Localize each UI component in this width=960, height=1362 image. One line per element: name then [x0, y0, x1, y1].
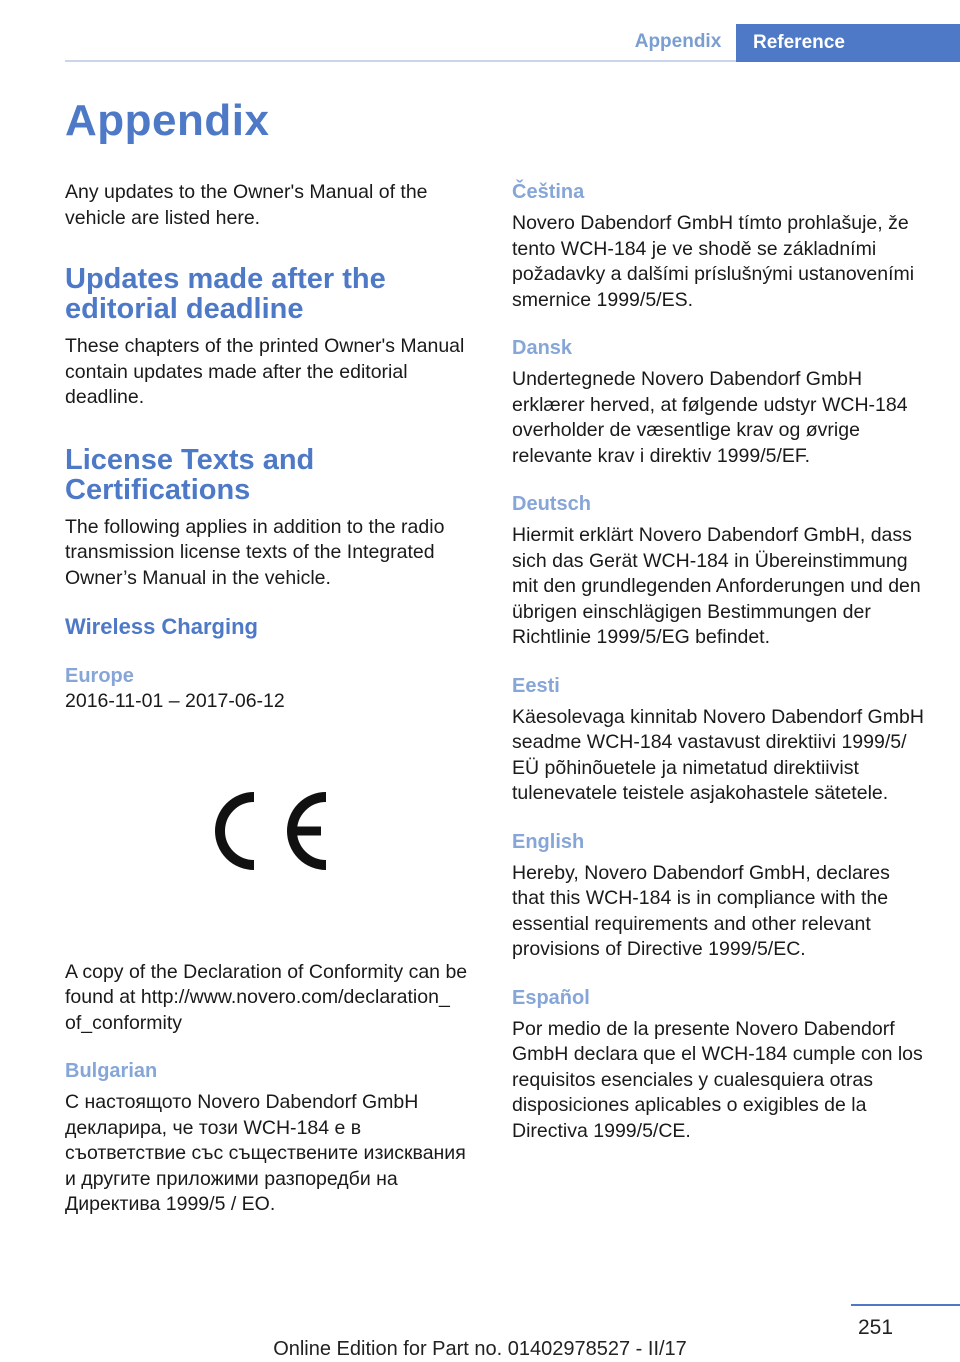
bulgarian-text: С настоящото Novero Dabendorf GmbH декларира, че този WCH-184 е в съответствие със съществените изисквания и другите приложими разпоредби на Директива 1999/5 / EO. — [65, 1091, 466, 1215]
bulgarian-heading: Bulgarian — [65, 1060, 158, 1082]
language-text-deutsch: Hiermit erklärt Novero Dabendorf GmbH, dass sich das Gerät WCH-184 in Übereinstimmung mit den grundlegenden Anforderungen und den übrigen einschlägigen Bestimmungen der Richtlinie 1999/5/EG befindet. — [512, 524, 921, 648]
wireless-charging-heading: Wireless Charging — [65, 614, 258, 639]
language-heading-deutsch: Deutsch — [512, 493, 591, 515]
language-heading-cestina: Čeština — [512, 181, 585, 203]
updates-heading: Updates made after the editorial deadline — [65, 263, 386, 325]
language-heading-dansk: Dansk — [512, 337, 573, 359]
license-heading: License Texts and Certifications — [65, 443, 315, 506]
header-chapter-tab: Reference — [736, 24, 960, 62]
footer-rule — [851, 1304, 960, 1306]
intro-text: Any updates to the Owner's Manual of the vehicle are listed here. — [65, 181, 428, 229]
language-heading-english: English — [512, 830, 585, 853]
page-number: 251 — [858, 1316, 894, 1339]
header-section-label: Appendix — [634, 31, 722, 52]
date-range: 2016-11-01 – 2017-06-12 — [65, 690, 285, 712]
license-text: The following applies in addition to the radio transmission license texts of the Integrated Owner’s Manual in the vehicle. — [65, 515, 445, 589]
left-column — [65, 180, 480, 1218]
language-text-english: Hereby, Novero Dabendorf GmbH, declares that this WCH-184 is in compliance with the essential requirements and other relevant provisions of Directive 1999/5/EC. — [512, 861, 890, 960]
page-title: Appendix — [65, 96, 270, 145]
language-text-cestina: Novero Dabendorf GmbH tímto prohlašuje, že tento WCH-184 je ve shodě se základními požadavky a dalšími príslušnými ustanoveními smernice 1999/5/ES. — [512, 212, 915, 311]
language-text-eesti: Käesolevaga kinnitab Novero Dabendorf GmbH seadme WCH-184 vastavust direktiivi 1999/5/ EÜ põhinõuetele ja nimetatud direktiivist tulenevatele teistele asjakohastele sätetele. — [512, 705, 924, 804]
europe-heading: Europe — [65, 665, 134, 687]
ce-mark-icon — [208, 790, 330, 872]
updates-text: These chapters of the printed Owner's Manual contain updates made after the editorial deadline. — [65, 335, 465, 408]
language-heading-espanol: Español — [512, 986, 590, 1009]
language-text-espanol: Por medio de la presente Novero Dabendorf GmbH declara que el WCH-184 cumple con los requisitos esenciales y cualesquiera otras disposiciones aplicables o exigibles de la Directiva 1999/5/CE. — [512, 1017, 923, 1142]
edition-footer: Online Edition for Part no. 01402978527 - II/17 — [273, 1338, 687, 1360]
right-column — [512, 180, 927, 1144]
declaration-text: A copy of the Declaration of Conformity can be found at http://www.novero.com/declaration_ of_conformity — [65, 960, 468, 1034]
language-text-dansk: Undertegnede Novero Dabendorf GmbH erklærer herved, at følgende udstyr WCH-184 overholder de væsentlige krav og øvrige relevante krav i direktiv 1999/5/EF. — [512, 368, 908, 467]
language-heading-eesti: Eesti — [512, 674, 560, 697]
